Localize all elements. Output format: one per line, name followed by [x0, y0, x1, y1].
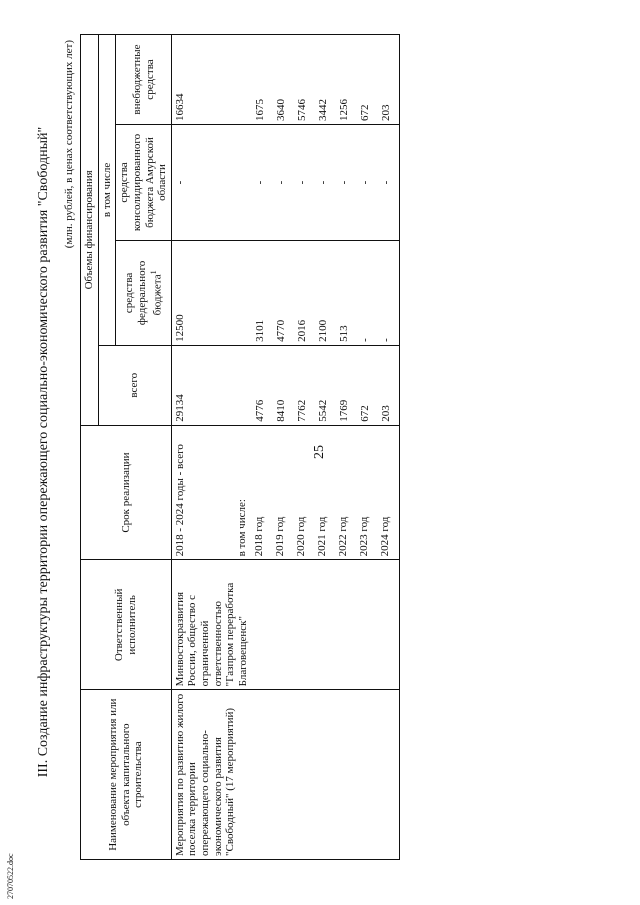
year-label: 2021 год [316, 516, 329, 557]
year-extrabudget: 672 [359, 104, 372, 122]
year-regional: - [359, 180, 372, 185]
year-regional: - [275, 180, 288, 185]
year-federal: - [380, 338, 393, 342]
year-extrabudget: 5746 [296, 99, 309, 122]
year-total: 203 [380, 405, 393, 422]
years-column [188, 425, 400, 560]
row-extrabudget: 16634 [171, 35, 188, 125]
year-federal: 2016 [296, 319, 309, 342]
year-total: 1769 [338, 399, 351, 422]
header-total: всего [98, 345, 171, 425]
row-federal: 12500 [171, 240, 188, 345]
row-name: Мероприятия по развитию жилого поселка территории опережающего социально-экономического развития "Свободный" (17 мероприятий) [171, 690, 400, 860]
year-federal: 513 [338, 325, 351, 342]
row-regional: - [171, 125, 188, 241]
row-executor: Минвостокразвития России, общество с ограниченной ответственностью "Газпром переработка Благовещенск" [171, 560, 400, 690]
year-federal: 4770 [275, 319, 288, 342]
year-extrabudget: 3442 [317, 99, 330, 122]
year-regional: - [380, 180, 393, 185]
table-row [171, 35, 188, 860]
including-label: в том числе: [236, 499, 249, 557]
header-term: Срок реализации [81, 425, 172, 560]
header-including: в том числе [98, 35, 116, 346]
header-name: Наименование мероприятия или объекта капитального строительства [81, 690, 172, 860]
financing-table [80, 34, 400, 860]
header-regional: средства консолидированного бюджета Амурской области [116, 125, 172, 241]
year-label: 2020 год [295, 516, 308, 557]
year-total: 7762 [296, 399, 309, 422]
footnote-marker: 1 [148, 270, 158, 275]
year-federal: - [359, 338, 372, 342]
year-federal: 3101 [254, 319, 267, 342]
header-executor: Ответственный исполнитель [81, 560, 172, 690]
year-total: 8410 [275, 399, 288, 422]
row-total: 29134 [171, 345, 188, 425]
year-regional: - [338, 180, 351, 185]
row-term: 2018 - 2024 годы - всего [171, 425, 188, 560]
year-label: 2022 год [337, 516, 350, 557]
year-regional: - [296, 180, 309, 185]
rotated-sheet [20, 32, 620, 872]
page-number: 25 [312, 445, 327, 459]
document-filename: 27070522.doc [6, 853, 15, 899]
year-regional: - [317, 180, 330, 185]
header-federal: средства федерального бюджета$^1$ [116, 240, 172, 345]
year-label: 2024 год [379, 516, 392, 557]
header-extrabudget: внебюджетные средства [116, 35, 172, 125]
header-volumes: Объемы финансирования [81, 35, 99, 426]
year-label: 2019 год [274, 516, 287, 557]
year-total: 672 [359, 405, 372, 422]
year-regional: - [254, 180, 267, 185]
units-note: (млн. рублей, в ценах соответствующих лет) [63, 40, 75, 249]
year-total: 5542 [317, 399, 330, 422]
year-extrabudget: 3640 [275, 99, 288, 122]
year-extrabudget: 203 [380, 104, 393, 122]
year-label: 2023 год [358, 516, 371, 557]
year-federal: 2100 [317, 319, 330, 342]
year-extrabudget: 1675 [254, 99, 267, 122]
section-title: III. Создание инфраструктуры территории опережающего социально-экономического развития "Свободный" [36, 126, 51, 778]
year-label: 2018 год [253, 516, 266, 557]
year-total: 4776 [254, 399, 267, 422]
year-extrabudget: 1256 [338, 99, 351, 122]
